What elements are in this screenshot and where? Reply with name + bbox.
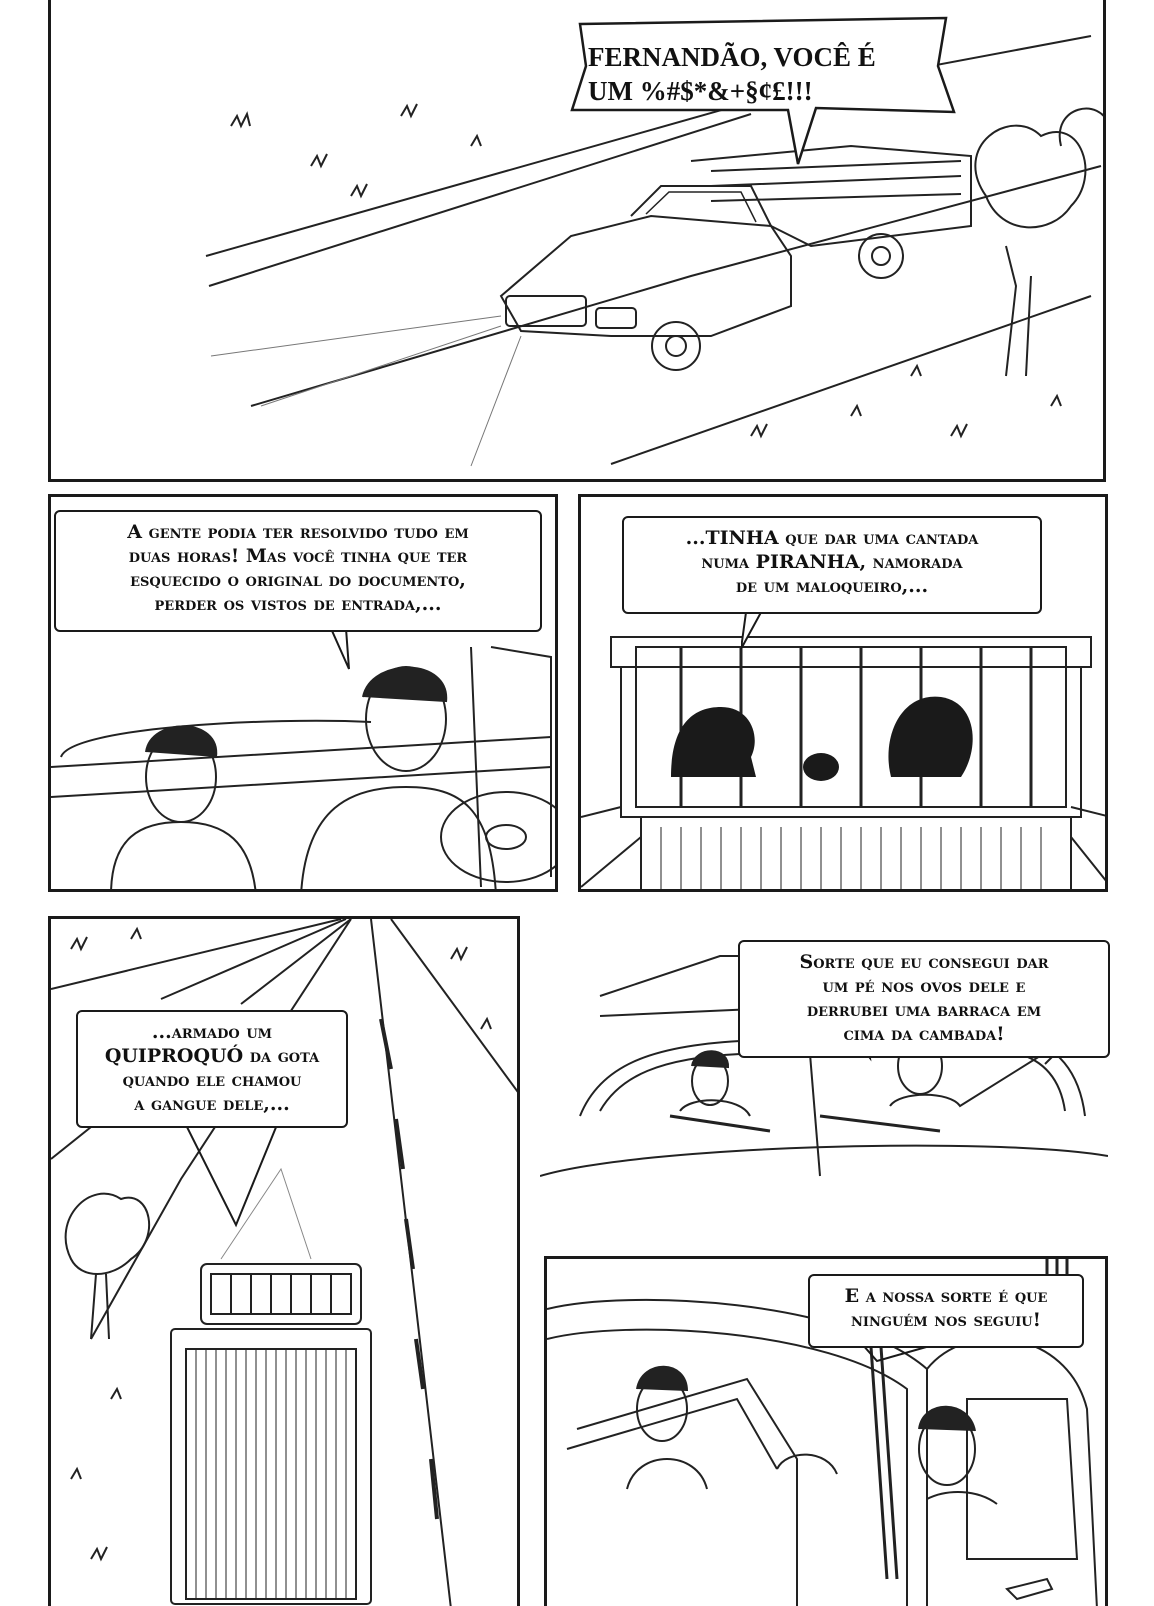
bubble-line: ...TINHA que dar uma cantada (685, 527, 979, 549)
bubble-line: ...armado um (151, 1021, 273, 1043)
bubble-line: cima da cambada! (843, 1023, 1005, 1045)
bubble-line: um pé nos ovos dele e (822, 975, 1026, 997)
bubble-line: E a nossa sorte é que (844, 1285, 1048, 1307)
bubble-line: a gangue dele,... (134, 1093, 290, 1115)
bubble-tail (181, 1115, 291, 1239)
speech-bubble-p5 (738, 940, 1110, 1058)
speech-bubble-p2 (54, 510, 542, 632)
bubble-line: derrubei uma barraca em (806, 999, 1042, 1021)
shout-line-1: FERNANDÃO, VOCÊ É (588, 42, 876, 72)
bubble-line: perder os vistos de entrada,... (154, 593, 442, 615)
speech-bubble-p3 (622, 516, 1042, 614)
bubble-line: QUIPROQUÓ da gota (104, 1045, 320, 1067)
bubble-line: quando ele chamou (122, 1069, 302, 1091)
bubble-line: A gente podia ter resolvido tudo em (127, 521, 469, 543)
shout-bubble (566, 14, 958, 112)
bubble-line: numa PIRANHA, namorada (701, 551, 963, 573)
bubble-line: duas horas! Mas você tinha que ter (128, 545, 468, 567)
bubble-line: Sorte que eu consegui dar (799, 951, 1049, 973)
bubble-line: ninguém nos seguiu! (851, 1309, 1041, 1331)
bubble-line: esquecido o original do documento, (130, 569, 466, 591)
shout-line-2: UM %#$*&+§¢£!!! (588, 76, 813, 106)
speech-bubble-p6 (808, 1274, 1084, 1348)
bubble-line: de um maloqueiro,... (735, 575, 929, 597)
speech-bubble-p4 (76, 1010, 348, 1128)
